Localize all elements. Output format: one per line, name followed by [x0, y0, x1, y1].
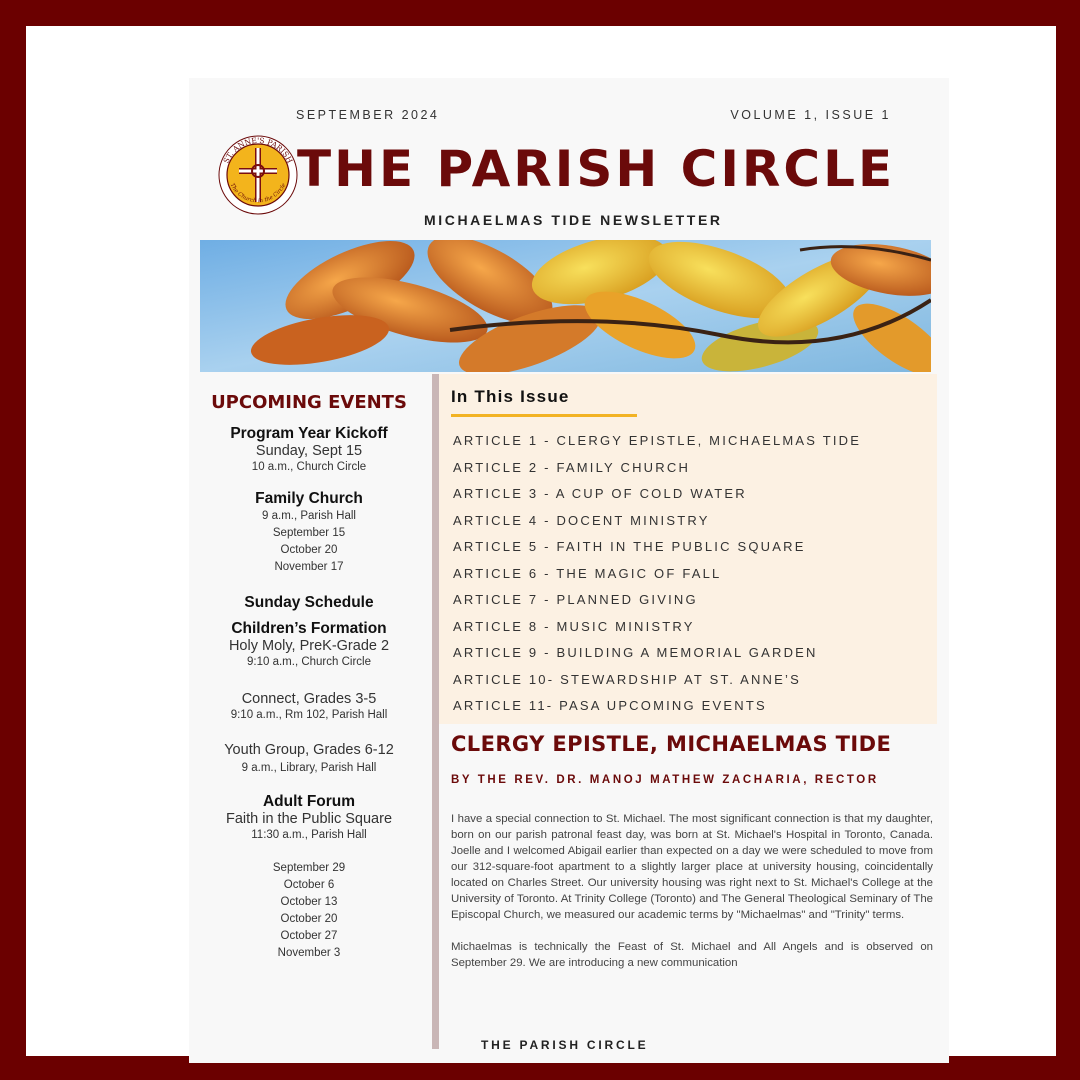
toc-item[interactable]: ARTICLE 8 - MUSIC MINISTRY: [453, 618, 695, 634]
outer-frame: [26, 26, 1056, 1056]
toc-item[interactable]: ARTICLE 2 - FAMILY CHURCH: [453, 459, 691, 475]
adult-date: October 20: [280, 913, 338, 925]
holy-moly: Holy Moly, PreK-Grade 2: [228, 638, 390, 654]
family-line: 9 a.m., Parish Hall: [262, 510, 356, 522]
family-line: October 20: [280, 544, 338, 556]
toc-item[interactable]: ARTICLE 1 - CLERGY EPISTLE, MICHAELMAS TIDE: [453, 433, 862, 448]
article-title: CLERGY EPISTLE, MICHAELMAS TIDE: [451, 732, 892, 756]
article-body: [451, 811, 933, 987]
adult-title: Adult Forum: [262, 793, 356, 810]
article-paragraph: Michaelmas is technically the Feast of St. Michael and All Angels and is observed on September 29. We are introducing a new communication: [451, 941, 933, 969]
newsletter-title: THE PARISH CIRCLE: [297, 140, 896, 198]
toc-heading: In This Issue: [451, 387, 570, 406]
family-line: November 17: [274, 561, 344, 573]
events-heading: UPCOMING EVENTS: [211, 392, 407, 413]
connect-detail: 9:10 a.m., Rm 102, Parish Hall: [230, 709, 388, 721]
adult-subtitle: Faith in the Public Square: [225, 811, 393, 827]
seal-bottom-text: The Church in the Circle: [228, 182, 288, 205]
parish-seal-logo: [217, 134, 299, 216]
youth-group: Youth Group, Grades 6-12: [224, 742, 394, 758]
issue-volume: VOLUME 1, ISSUE 1: [730, 108, 891, 122]
toc-item[interactable]: ARTICLE 3 - A CUP OF COLD WATER: [453, 486, 747, 501]
toc-item[interactable]: ARTICLE 5 - FAITH IN THE PUBLIC SQUARE: [453, 539, 806, 554]
article-byline: BY THE REV. DR. MANOJ MATHEW ZACHARIA, RECTOR: [451, 774, 879, 786]
family-church-event: [189, 490, 429, 576]
toc-item[interactable]: ARTICLE 4 - DOCENT MINISTRY: [453, 512, 710, 528]
family-line: September 15: [272, 527, 346, 539]
adult-forum: [189, 793, 429, 962]
toc-underline: [451, 414, 637, 417]
column-divider: [432, 374, 439, 1049]
kickoff-event: [189, 425, 429, 476]
newsletter-page: [189, 78, 949, 1063]
upcoming-events-sidebar: [189, 388, 429, 1048]
toc-item[interactable]: ARTICLE 9 - BUILDING A MEMORIAL GARDEN: [453, 645, 818, 660]
toc-item[interactable]: ARTICLE 6 - THE MAGIC OF FALL: [453, 565, 722, 581]
kickoff-title: Program Year Kickoff: [230, 425, 388, 442]
article-paragraph: I have a special connection to St. Michael. The most significant connection is that my daughter, born on our parish patronal feast day, was born at St. Michael's Hospital in Toronto, Canada. Joelle and I welcomed Abigail earlier than expected on a day we were scheduled to move from our 312-square-foot apartment to a slightly larger place at university housing, coincidentally located on Charles Street. Our university housing was right next to St. Michael's College at the University of Toronto. At Trinity College (Toronto) and The General Theological Seminary of The Episcopal Church, we measured our academic terms by "Michaelmas" and "Trinity" terms.: [451, 813, 933, 921]
issue-date: SEPTEMBER 2024: [296, 108, 440, 122]
adult-date: October 13: [280, 896, 338, 908]
page-footer: THE PARISH CIRCLE: [481, 1038, 649, 1052]
adult-date: September 29: [272, 862, 346, 874]
sunday-schedule-title: Sunday Schedule: [244, 594, 374, 611]
toc-item[interactable]: ARTICLE 7 - PLANNED GIVING: [453, 592, 698, 607]
family-title: Family Church: [255, 490, 363, 507]
kickoff-date: Sunday, Sept 15: [255, 443, 363, 459]
toc-list: [453, 432, 861, 724]
adult-date: October 27: [280, 930, 338, 942]
newsletter-subtitle: MICHAELMAS TIDE NEWSLETTER: [424, 212, 723, 228]
toc-item[interactable]: ARTICLE 10- STEWARDSHIP AT ST. ANNE’S: [453, 671, 801, 687]
adult-date: November 3: [277, 947, 341, 959]
seal-top-text: ST. ANNE'S PARISH: [221, 135, 295, 165]
childrens-formation: [189, 620, 429, 777]
adult-date: October 6: [283, 879, 335, 891]
youth-detail: 9 a.m., Library, Parish Hall: [241, 762, 377, 774]
kickoff-detail: 10 a.m., Church Circle: [251, 461, 367, 473]
adult-detail: 11:30 a.m., Parish Hall: [251, 829, 367, 841]
childrens-title: Children’s Formation: [231, 620, 387, 637]
autumn-leaves-banner-image: [200, 240, 931, 372]
holy-moly-detail: 9:10 a.m., Church Circle: [247, 656, 371, 668]
connect: Connect, Grades 3-5: [241, 691, 377, 707]
toc-item[interactable]: ARTICLE 11- PASA UPCOMING EVENTS: [453, 698, 767, 713]
in-this-issue-box: [439, 374, 937, 724]
